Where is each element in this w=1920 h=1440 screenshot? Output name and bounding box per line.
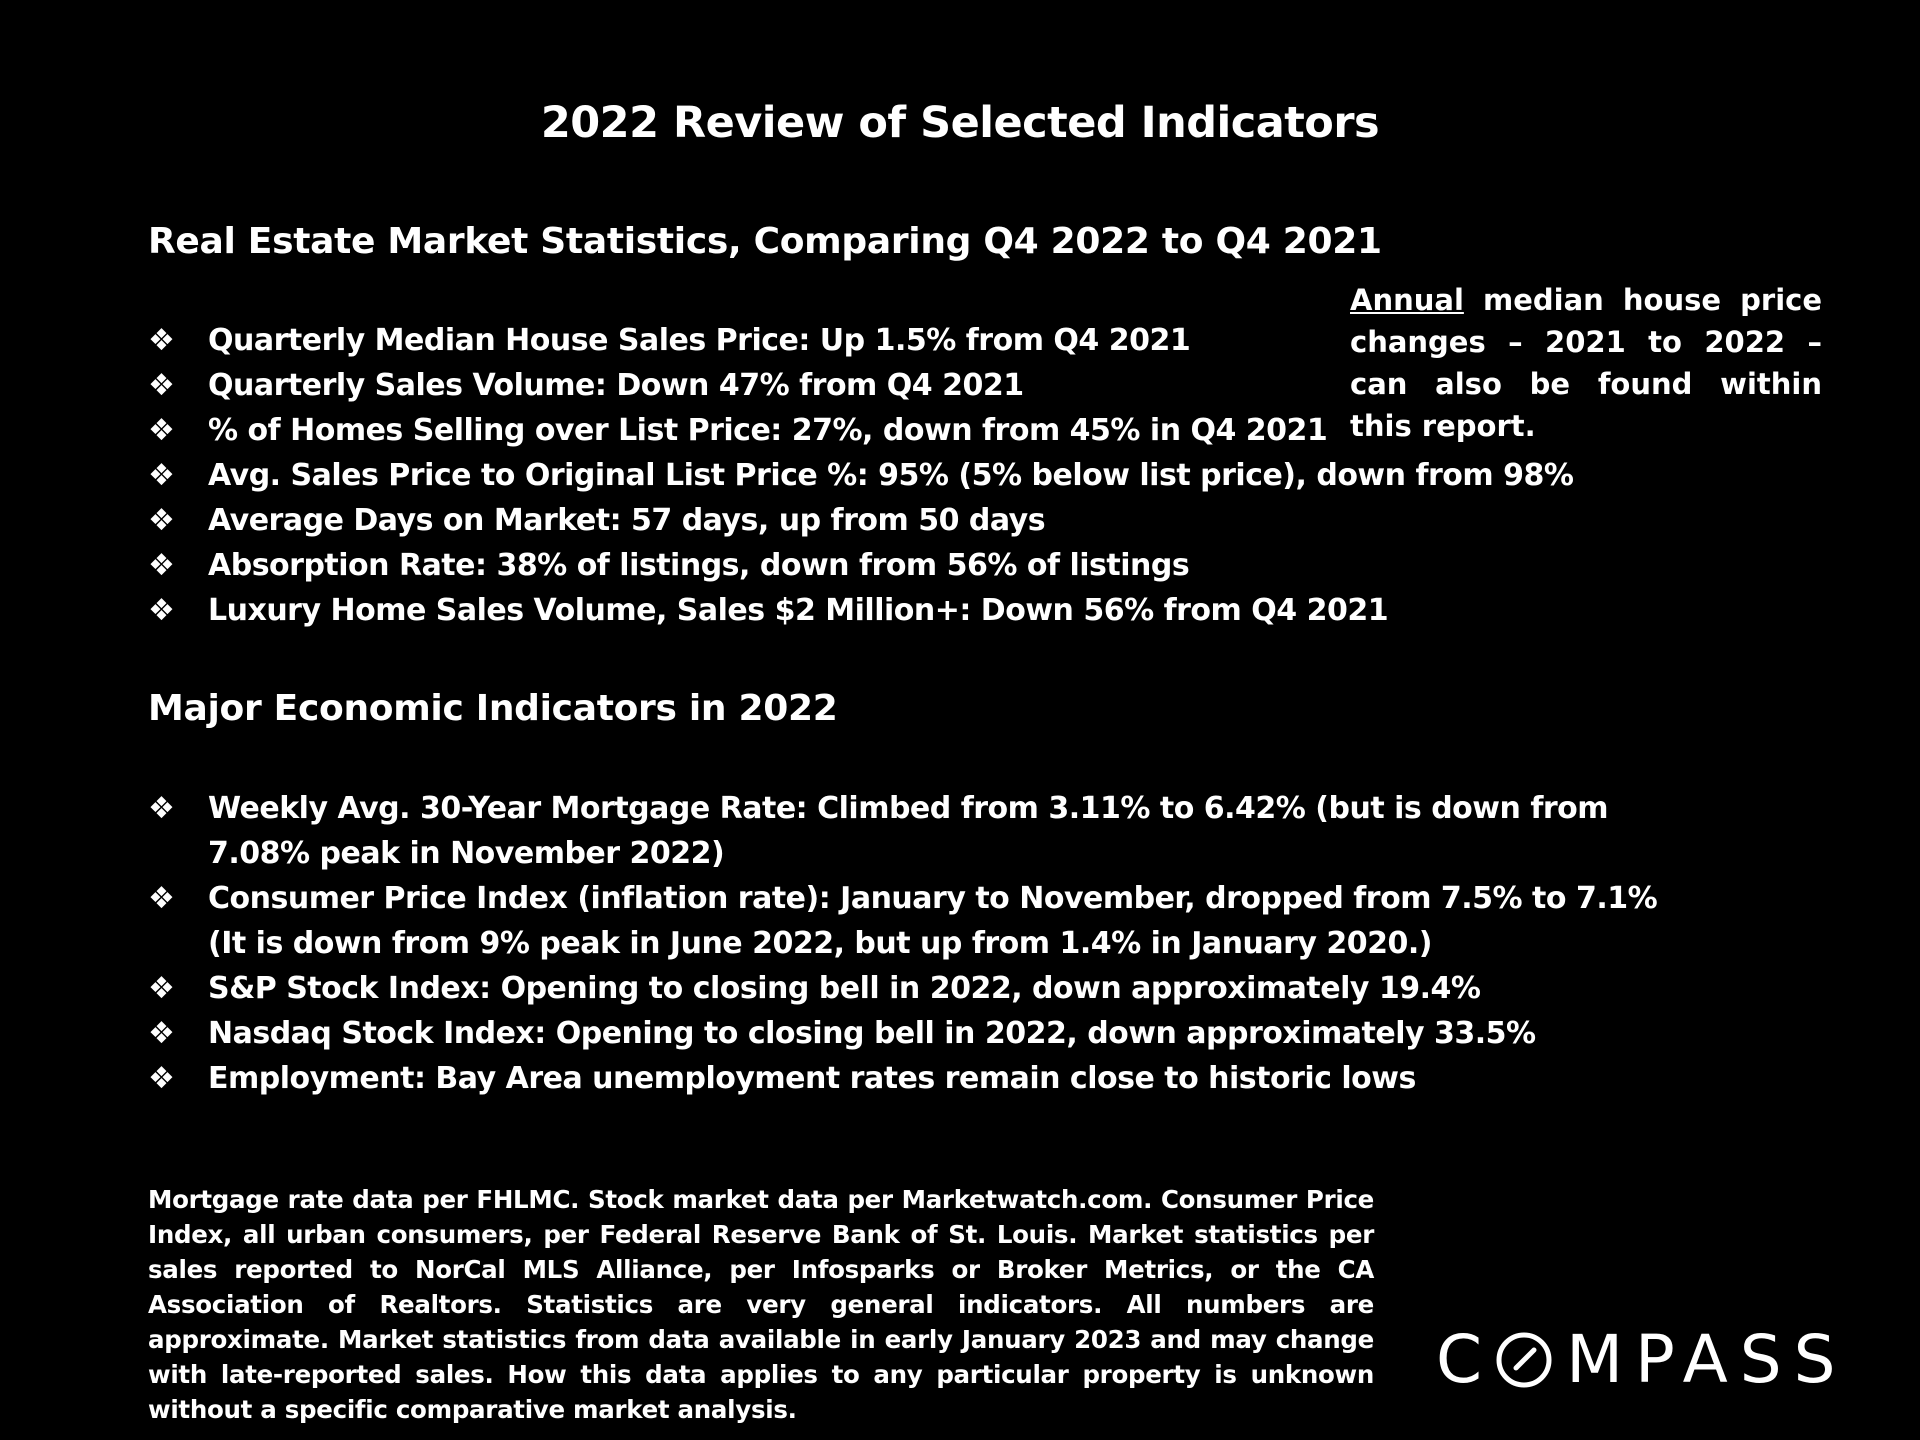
list-item — [148, 453, 1573, 498]
real-estate-heading: Real Estate Market Statistics, Comparing Q4 2022 to Q4 2021 — [148, 221, 1382, 262]
diamond-bullet-icon: ❖ — [148, 971, 175, 1006]
economic-heading: Major Economic Indicators in 2022 — [148, 688, 838, 729]
list-item — [148, 1056, 1657, 1101]
diamond-bullet-icon: ❖ — [148, 413, 175, 448]
list-item — [148, 543, 1573, 588]
diamond-bullet-icon: ❖ — [148, 503, 175, 538]
list-item-text: Consumer Price Index (inflation rate): January to November, dropped from 7.5% to 7.1% — [208, 881, 1658, 916]
list-item-text: Luxury Home Sales Volume, Sales $2 Million+: Down 56% from Q4 2021 — [208, 593, 1389, 628]
compass-o-icon — [1494, 1330, 1554, 1390]
diamond-bullet-icon: ❖ — [148, 458, 175, 493]
list-item-continuation: 7.08% peak in November 2022) — [208, 836, 725, 871]
economic-list — [148, 786, 1657, 1101]
page-title: 2022 Review of Selected Indicators — [540, 98, 1380, 148]
list-item-text: Nasdaq Stock Index: Opening to closing bell in 2022, down approximately 33.5% — [208, 1016, 1536, 1051]
diamond-bullet-icon: ❖ — [148, 1061, 175, 1096]
diamond-bullet-icon: ❖ — [148, 791, 175, 826]
diamond-bullet-icon: ❖ — [148, 881, 175, 916]
compass-logo — [1436, 1321, 1848, 1398]
logo-letters-rest: MPASS — [1566, 1321, 1848, 1398]
list-item — [148, 498, 1573, 543]
diamond-bullet-icon: ❖ — [148, 368, 175, 403]
list-item — [148, 588, 1573, 633]
note-emphasis: Annual — [1350, 283, 1464, 317]
list-item-text: Quarterly Sales Volume: Down 47% from Q4 2021 — [208, 368, 1024, 403]
list-item-text: Average Days on Market: 57 days, up from 50 days — [208, 503, 1046, 538]
note-text: median house price changes – 2021 to 2022 – can also be found within this report. — [1350, 283, 1822, 443]
diamond-bullet-icon: ❖ — [148, 593, 175, 628]
list-item-text: Quarterly Median House Sales Price: Up 1.5% from Q4 2021 — [208, 323, 1191, 358]
logo-letter-c: C — [1436, 1321, 1495, 1398]
list-item-text: Weekly Avg. 30-Year Mortgage Rate: Climbed from 3.11% to 6.42% (but is down from — [208, 791, 1609, 826]
diamond-bullet-icon: ❖ — [148, 548, 175, 583]
diamond-bullet-icon: ❖ — [148, 1016, 175, 1051]
list-item-text: S&P Stock Index: Opening to closing bell in 2022, down approximately 19.4% — [208, 971, 1481, 1006]
list-item — [148, 786, 1657, 876]
list-item-continuation: (It is down from 9% peak in June 2022, but up from 1.4% in January 2020.) — [208, 926, 1432, 961]
diamond-bullet-icon: ❖ — [148, 323, 175, 358]
list-item — [148, 966, 1657, 1011]
list-item-text: Employment: Bay Area unemployment rates remain close to historic lows — [208, 1061, 1416, 1096]
annual-price-note — [1350, 279, 1822, 447]
list-item-text: Absorption Rate: 38% of listings, down from 56% of listings — [208, 548, 1190, 583]
list-item-text: % of Homes Selling over List Price: 27%, down from 45% in Q4 2021 — [208, 413, 1328, 448]
sources-disclaimer: Mortgage rate data per FHLMC. Stock market data per Marketwatch.com. Consumer Price Index, all urban consumers, per Federal Reserve Bank of St. Louis. Market statistics per sales reported to NorCal MLS Alliance, per Infosparks or Broker Metrics, or the CA Association of Realtors. Statistics are very general indicators. All numbers are approximate. Market statistics from data available in early January 2023 and may change with late-reported sales. How this data applies to any particular property is unknown without a specific comparative market analysis. — [148, 1185, 1374, 1424]
list-item-text: Avg. Sales Price to Original List Price %: 95% (5% below list price), down from 98% — [208, 458, 1574, 493]
list-item — [148, 1011, 1657, 1056]
list-item — [148, 876, 1657, 966]
